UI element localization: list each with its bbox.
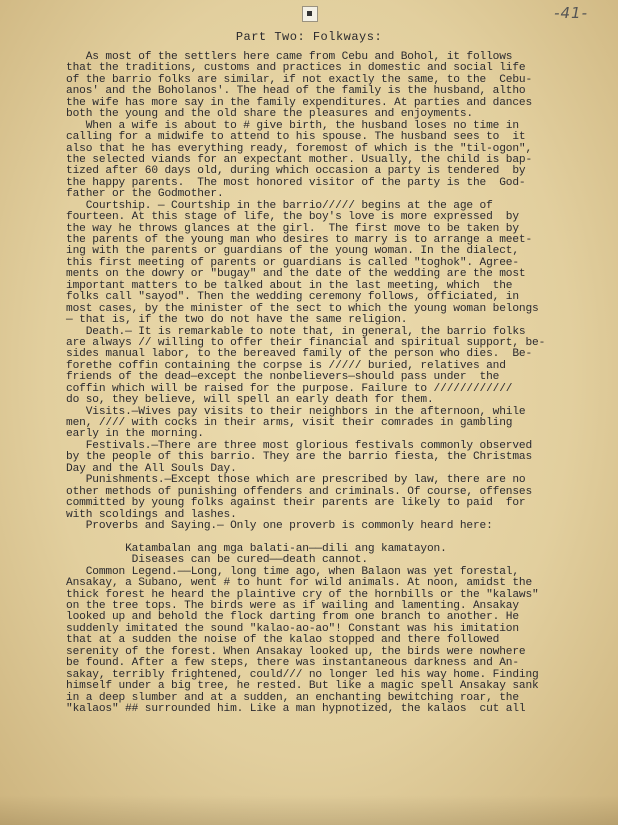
text-line: serenity of the forest. When Ansakay looked up, the birds were nowhere	[66, 645, 526, 658]
text-line: of the barrio folks are similar, if not exactly the same, to the Cebu-	[66, 73, 533, 86]
text-line: early in the morning.	[66, 428, 204, 441]
section-title: Part Two: Folkways:	[235, 30, 383, 44]
text-line: that the traditions, customs and practices in domestic and social life	[66, 62, 526, 75]
text-line: Proverbs and Saying.— Only one proverb is commonly heard here:	[66, 519, 493, 532]
text-line: the selected viands for an expectant mother. Usually, the child is bap-	[66, 153, 533, 166]
text-line: Festivals.—There are three most glorious festivals commonly observed	[66, 439, 533, 452]
text-line: with scoldings and lashes.	[66, 508, 237, 521]
text-line: do so, they believe, will spell an early death for them.	[66, 394, 434, 407]
text-line: fourteen. At this stage of life, the boy's love is more expressed by	[66, 211, 519, 224]
text-line: the wife has more say in the family expenditures. At parties and dances	[66, 96, 533, 109]
text-line: sides manual labor, to the bereaved family of the person who dies. Be-	[66, 348, 533, 361]
text-line: that at a sudden the noise of the kalao stopped and there followed	[66, 634, 500, 647]
text-line: by the people of this barrio. They are the barrio fiesta, the Christmas	[66, 451, 533, 464]
text-line: Katambalan ang mga balati-an——dili ang kamatayon.	[66, 542, 447, 555]
text-line: both the young and the old share the pleasures and enjoyments.	[66, 108, 473, 121]
text-line: are always // willing to offer their financial and spiritual support, be-	[66, 336, 546, 349]
text-line: Day and the All Souls Day.	[66, 462, 237, 475]
tape-marker-icon	[302, 6, 318, 22]
text-line: Death.— It is remarkable to note that, in general, the barrio folks	[66, 325, 526, 338]
text-line: be found. After a few steps, there was instantaneous darkness and An-	[66, 657, 519, 670]
text-line: this first meeting of parents or guardians is called "toghok". Agree-	[66, 256, 519, 269]
text-line: men, //// with cocks in their arms, visit their comrades in gambling	[66, 417, 513, 429]
text-line: — that is, if the two do not have the same religion.	[66, 314, 408, 327]
text-line: Courtship. — Courtship in the barrio///// begins at the age of	[66, 199, 493, 212]
text-line: anos' and the Boholanos'. The head of the family is the husband, altho	[66, 85, 526, 98]
page-shadow	[0, 795, 618, 825]
text-line: Common Legend.——Long, long time ago, when Balaon was yet forestal,	[66, 565, 519, 578]
text-line: other methods of punishing offenders and criminals. Of course, offenses	[66, 485, 533, 498]
text-line: on the tree tops. The birds were as if wailing and lamenting. Ansakay	[66, 600, 519, 612]
text-line: ing with the parents or guardians of the young woman. In the dialect,	[66, 245, 519, 258]
text-line: When a wife is about to # give birth, the husband loses no time in	[66, 119, 519, 132]
text-line: suddenly imitated the sound "kalao-ao-ao"! Constant was his imitation	[66, 622, 519, 635]
text-line: himself under a big tree, he rested. But like a magic spell Ansakay sank	[66, 680, 539, 693]
text-line: Diseases can be cured——death cannot.	[66, 554, 368, 567]
text-line: father or the Godmother.	[66, 188, 224, 201]
text-line: sakay, terribly frightened, could/// no longer led his way home. Finding	[66, 668, 539, 681]
text-line: As most of the settlers here came from Cebu and Bohol, it follows	[66, 51, 513, 63]
text-line: the way he throws glances at the girl. The first move to be taken by	[66, 222, 519, 235]
text-line: friends of the dead—except the nonbelievers—should pass under the	[66, 371, 500, 384]
text-line: Ansakay, a Subano, went # to hunt for wild animals. At noon, amidst the	[66, 577, 533, 590]
text-line: Visits.—Wives pay visits to their neighbors in the afternoon, while	[66, 405, 526, 418]
text-line: in a deep slumber and at a sudden, an enchanting bewitching roar, the	[66, 691, 519, 704]
text-line: important matters to be talked about in the last meeting, which the	[66, 279, 513, 292]
page-number: -41-	[554, 4, 588, 22]
text-line: committed by young folks against their parents are likely to paid for	[66, 497, 526, 510]
text-line: forethe coffin containing the corpse is ///// buried, relatives and	[66, 359, 506, 372]
text-line: also that he has everything ready, foremost of which is the "til-ogon",	[66, 142, 533, 155]
text-line: ments on the dowry or "bugay" and the date of the wedding are the most	[66, 268, 526, 281]
body-text	[66, 52, 582, 715]
text-line: calling for a midwife to attend to his spouse. The husband sees to it	[66, 131, 526, 144]
text-line: Punishments.—Except those which are prescribed by law, there are no	[66, 474, 526, 487]
text-line: thick forest he heard the plaintive cry of the hornbills or the "kalaws"	[66, 588, 539, 601]
text-line: folks call "sayod". Then the wedding ceremony follows, officiated, in	[66, 291, 519, 304]
text-line: tized after 60 days old, during which occasion a party is tendered by	[66, 165, 526, 178]
text-line: the happy parents. The most honored visitor of the party is the God-	[66, 176, 526, 189]
text-line: "kalaos" ## surrounded him. Like a man hypnotized, the kalaos cut all	[66, 702, 526, 715]
text-line: coffin which will be raised for the purpose. Failure to ////////////	[66, 382, 513, 395]
text-line: the parents of the young man who desires to marry is to arrange a meet-	[66, 234, 533, 246]
text-line: looked up and behold the flock darting from one branch to another. He	[66, 611, 519, 624]
text-line: most cases, by the minister of the sect to which the young woman belongs	[66, 302, 539, 315]
